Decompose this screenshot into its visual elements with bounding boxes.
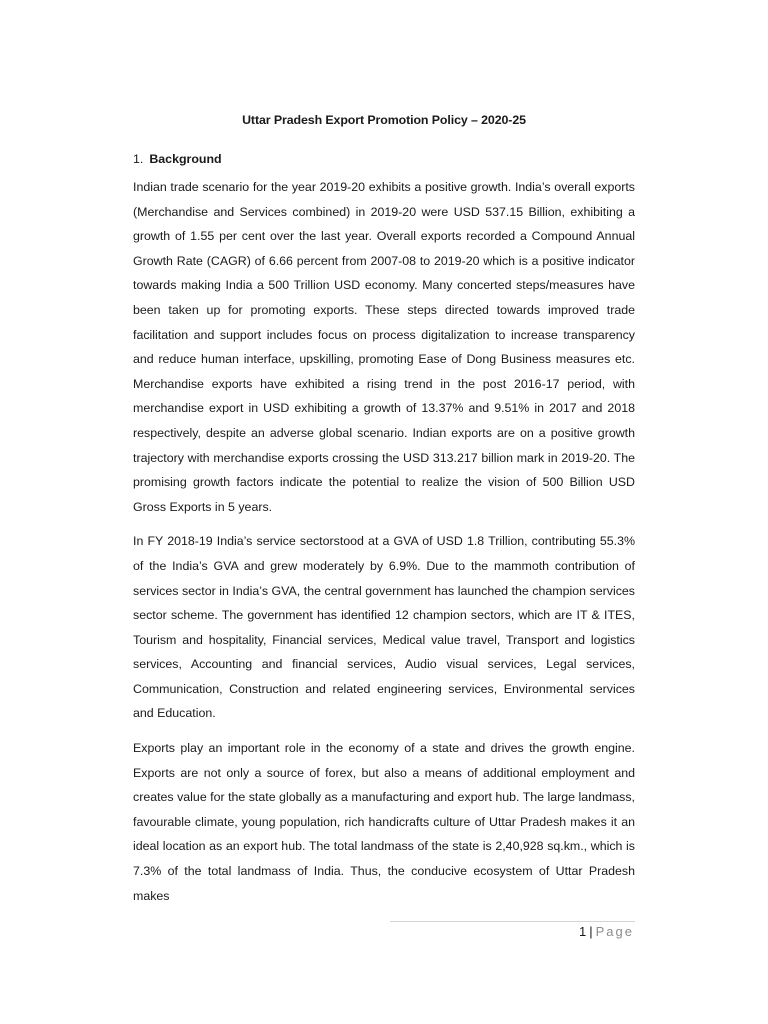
- document-body: [133, 175, 635, 908]
- section-heading: [133, 152, 222, 166]
- footer-divider: [390, 921, 635, 922]
- paragraph-3: Exports play an important role in the economy of a state and drives the growth engine. Exports are not only a source of forex, but also a means of additional employment and creates value for the state globally as a manufacturing and export hub. The large landmass, favourable climate, young population, rich handicrafts culture of Uttar Pradesh makes it an ideal location as an export hub. The total landmass of the state is 2,40,928 sq.km., which is 7.3% of the total landmass of India. Thus, the conducive ecosystem of Uttar Pradesh makes: [133, 741, 635, 903]
- section-heading-text: Background: [149, 152, 222, 166]
- document-title: Uttar Pradesh Export Promotion Policy – 2020-25: [242, 113, 526, 127]
- page-label: Page: [595, 924, 634, 939]
- page-footer: [579, 924, 634, 939]
- section-number: 1.: [133, 152, 144, 166]
- page-number: 1: [579, 924, 587, 939]
- paragraph-1: Indian trade scenario for the year 2019-20 exhibits a positive growth. India’s overall exports (Merchandise and Services combined) in 2019-20 were USD 537.15 Billion, exhibiting a growth of 1.55 per cent over the last year. Overall exports recorded a Compound Annual Growth Rate (CAGR) of 6.66 percent from 2007-08 to 2019-20 which is a positive indicator towards making India a 500 Trillion USD economy. Many concerted steps/measures have been taken up for promoting exports. These steps directed towards improved trade facilitation and support includes focus on process digitalization to increase transparency and reduce human interface, upskilling, promoting Ease of Dong Business measures etc. Merchandise exports have exhibited a rising trend in the post 2016-17 period, with merchandise export in USD exhibiting a growth of 13.37% and 9.51% in 2017 and 2018 respectively, despite an adverse global scenario. Indian exports are on a positive growth trajectory with merchandise exports crossing the USD 313.217 billion mark in 2019-20. The promising growth factors indicate the potential to realize the vision of 500 Billion USD Gross Exports in 5 years.: [133, 180, 635, 514]
- paragraph-2: In FY 2018-19 India’s service sectorstood at a GVA of USD 1.8 Trillion, contributing 55.3% of the India’s GVA and grew moderately by 6.9%. Due to the mammoth contribution of services sector in India’s GVA, the central government has launched the champion services sector scheme. The government has identified 12 champion sectors, which are IT & ITES, Tourism and hospitality, Financial services, Medical value travel, Transport and logistics services, Accounting and financial services, Audio visual services, Legal services, Communication, Construction and related engineering services, Environmental services and Education.: [133, 534, 635, 721]
- footer-separator: |: [589, 924, 593, 939]
